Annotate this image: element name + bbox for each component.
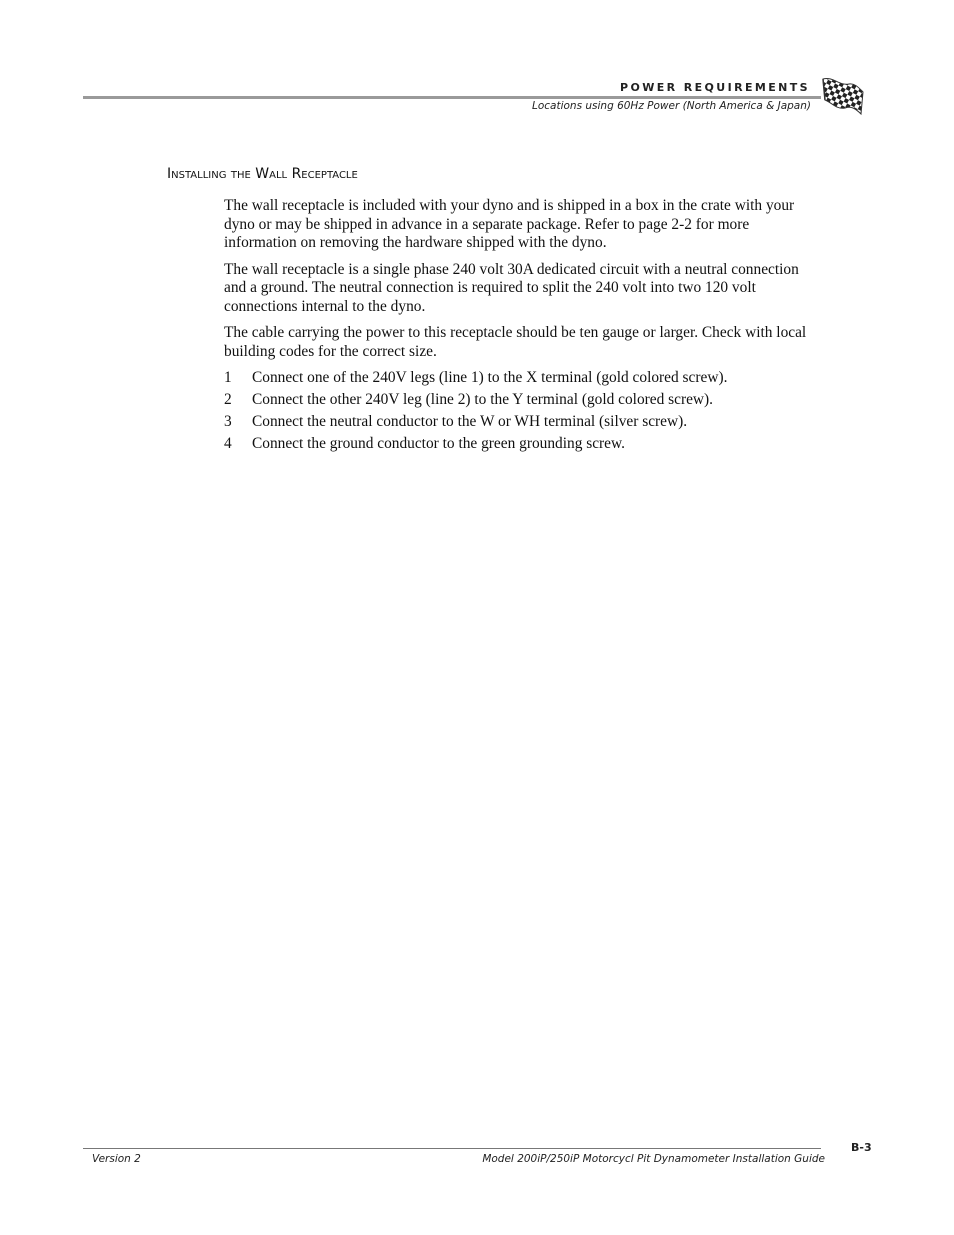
paragraph: The cable carrying the power to this receptacle should be ten gauge or larger. Check with local building codes for the correct size. <box>224 324 807 360</box>
page-number: B-3 <box>851 1141 872 1154</box>
section-title: Installing the Wall Receptacle <box>167 166 358 182</box>
step-text: Connect the ground conductor to the green grounding screw. <box>252 435 625 452</box>
header-subtitle: Locations using 60Hz Power (North America & Japan) <box>531 100 811 112</box>
footer-guide-title: Model 200iP/250iP Motorcycl Pit Dynamometer Installation Guide <box>482 1153 825 1165</box>
step-number: 2 <box>224 391 232 408</box>
list-item <box>224 413 819 432</box>
step-number: 4 <box>224 435 232 452</box>
list-item <box>224 391 819 410</box>
paragraph: The wall receptacle is included with your dyno and is shipped in a box in the crate with your dyno or may be shipped in advance in a separate package. Refer to page 2-2 for more information on removing the hardware shipped with the dyno. <box>224 197 795 251</box>
list-item <box>224 435 819 454</box>
paragraph: The wall receptacle is a single phase 240 volt 30A dedicated circuit with a neutral connection and a ground. The neutral connection is required to split the 240 volt into two 120 volt connections internal to the dyno. <box>224 260 799 315</box>
step-text: Connect the other 240V leg (line 2) to the Y terminal (gold colored screw). <box>252 391 714 408</box>
steps-list <box>224 369 819 454</box>
list-item <box>224 369 819 388</box>
step-number: 1 <box>224 369 232 386</box>
header-rule <box>83 96 821 99</box>
header-title: POWER REQUIREMENTS <box>620 81 810 94</box>
step-text: Connect the neutral conductor to the W or WH terminal (silver screw). <box>252 413 688 430</box>
checkered-flag-icon <box>821 76 865 116</box>
step-number: 3 <box>224 413 232 430</box>
footer-rule <box>83 1148 821 1149</box>
footer-version: Version 2 <box>92 1153 141 1165</box>
section-body <box>224 197 819 457</box>
step-text: Connect one of the 240V legs (line 1) to the X terminal (gold colored screw). <box>252 369 728 386</box>
